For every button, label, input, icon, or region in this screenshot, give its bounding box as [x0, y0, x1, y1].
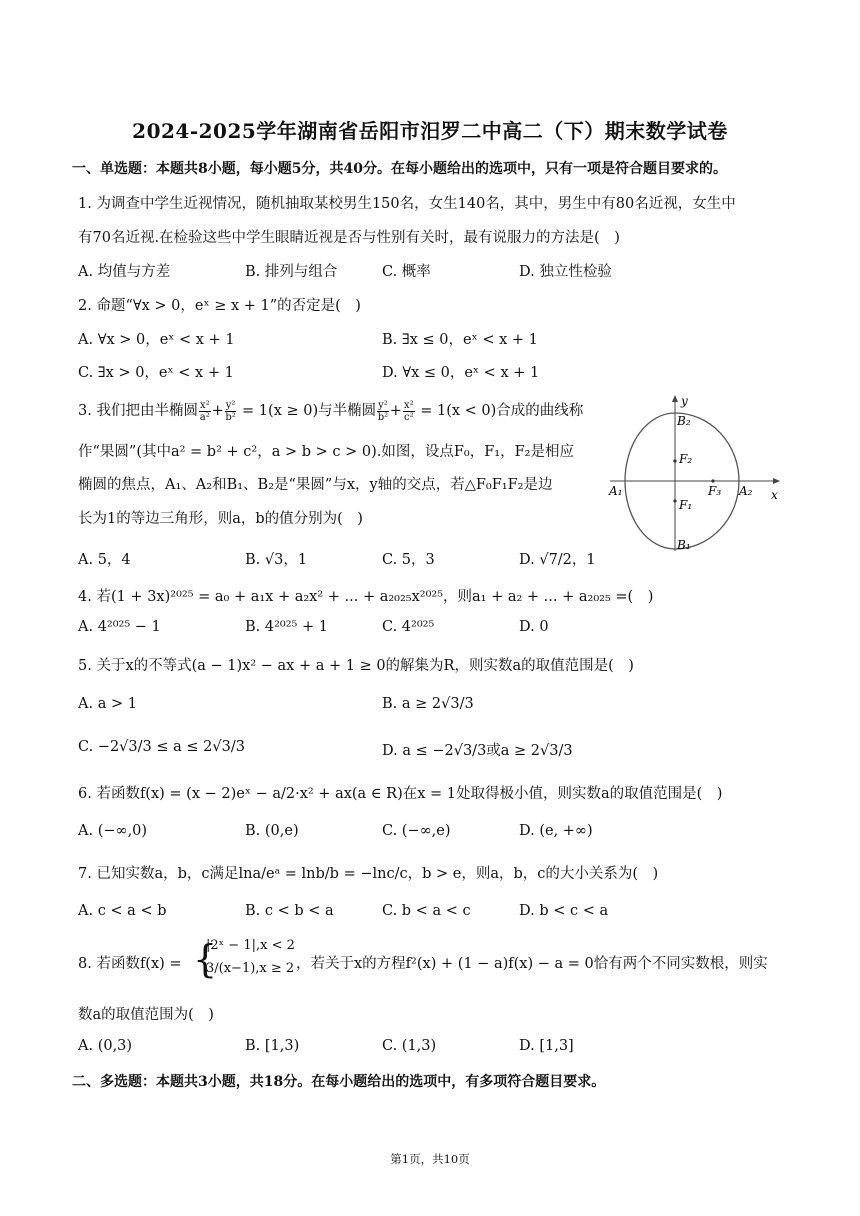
q3-stem-line1: 3. 我们把由半椭圆 $\frac{\text{x²}}{\text{a²}}$ + $\frac{\text{y²}}{\text{b²}}$ = 1(x ≥ 0)与半椭圆 $\frac{\text{y²}}{\text{b²}}$ + $\frac{\text{x²}}{\text{c²}}$ = 1(x < 0)合成的曲线称	[78, 399, 584, 423]
q2-option-d: D. ∀x ≤ 0，eˣ < x + 1	[382, 365, 540, 381]
q6-stem: 6. 若函数f(x) = (x − 2)eˣ − a/2·x² + ax(a ∈ R)在x = 1处取得极小值，则实数a的取值范围是( )	[78, 786, 723, 802]
q1-stem-line1: 1. 为调查中学生近视情况，随机抽取某校男生150名，女生140名，其中，男生中有80名近视，女生中	[78, 196, 736, 212]
q5-option-a: A. a > 1	[78, 696, 137, 712]
q8-stem-b: ，若关于x的方程f²(x) + (1 − a)f(x) − a = 0恰有两个不同实数根，则实	[296, 956, 768, 972]
q3-text-c: = 1(x < 0)合成的曲线称	[415, 403, 584, 419]
fig-label-a2: A₂	[739, 484, 753, 498]
q5-option-d: D. a ≤ −2√3/3或a ≥ 2√3/3	[382, 743, 573, 759]
q1-option-b: B. 排列与组合	[245, 264, 338, 280]
page-footer: 第1页，共10页	[390, 1152, 470, 1166]
q4-option-b: B. 4²⁰²⁵ + 1	[245, 619, 328, 635]
q3-option-a: A. 5，4	[78, 552, 131, 568]
q8-case-1: |2ˣ − 1|,x < 2	[206, 938, 295, 953]
fig-label-f3: F₃	[708, 484, 722, 498]
fig-label-f1: F₁	[679, 498, 693, 512]
q5-option-c: C. −2√3/3 ≤ a ≤ 2√3/3	[78, 739, 245, 755]
q4-option-c: C. 4²⁰²⁵	[382, 619, 435, 635]
fraction: $\frac{\text{x²}}{\text{c²}}$	[403, 399, 414, 423]
section-1-heading: 一、单选题：本题共8小题，每小题5分，共40分。在每小题给出的选项中，只有一项是符合题目要求的。	[72, 161, 727, 177]
q5-option-b: B. a ≥ 2√3/3	[382, 696, 474, 712]
q7-option-d: D. b < c < a	[519, 903, 609, 919]
q3-stem-line3: 椭圆的焦点，A₁、A₂和B₁、B₂是“果圆”与x，y轴的交点，若△F₀F₁F₂是边	[78, 477, 553, 493]
fig-label-b2: B₂	[677, 414, 691, 428]
fraction: $\frac{\text{x²}}{\text{a²}}$	[199, 399, 210, 423]
fig-label-a1: A₁	[609, 484, 623, 498]
q6-option-b: B. (0,e)	[245, 823, 299, 839]
q3-option-c: C. 5，3	[382, 552, 435, 568]
fig-label-f2: F₂	[679, 452, 693, 466]
fig-label-x: x	[771, 488, 778, 502]
q3-text-a: 3. 我们把由半椭圆	[78, 403, 198, 419]
q7-option-c: C. b < a < c	[382, 903, 471, 919]
fruit-ellipse-figure	[605, 393, 783, 555]
q3-text-b: = 1(x ≥ 0)与半椭圆	[237, 403, 377, 419]
q3-option-b: B. √3，1	[245, 552, 308, 568]
q5-stem: 5. 关于x的不等式(a − 1)x² − ax + a + 1 ≥ 0的解集为R，则实数a的取值范围是( )	[78, 658, 634, 674]
q2-option-b: B. ∃x ≤ 0，eˣ < x + 1	[382, 332, 538, 348]
q2-option-c: C. ∃x > 0，eˣ < x + 1	[78, 365, 234, 381]
piecewise-brace: {	[193, 937, 218, 981]
q2-option-a: A. ∀x > 0，eˣ < x + 1	[78, 332, 235, 348]
q7-stem: 7. 已知实数a，b，c满足lna/eᵃ = lnb/b = −lnc/c，b > e，则a，b，c的大小关系为( )	[78, 866, 659, 882]
q8-case-2: 3/(x−1),x ≥ 2	[206, 961, 295, 976]
q6-option-d: D. (e, +∞)	[519, 823, 593, 839]
q7-option-b: B. c < b < a	[245, 903, 334, 919]
q4-stem: 4. 若(1 + 3x)²⁰²⁵ = a₀ + a₁x + a₂x² + ... + a₂₀₂₅x²⁰²⁵，则a₁ + a₂ + ... + a₂₀₂₅ =( )	[78, 589, 654, 605]
q2-stem: 2. 命题“∀x > 0，eˣ ≥ x + 1”的否定是( )	[78, 298, 361, 314]
q8-option-a: A. (0,3)	[78, 1038, 133, 1054]
q1-stem-line2: 有70名近视.在检验这些中学生眼睛近视是否与性别有关时，最有说服力的方法是( )	[78, 230, 620, 246]
q6-option-c: C. (−∞,e)	[382, 823, 451, 839]
page-title: 2024-2025学年湖南省岳阳市汨罗二中高二（下）期末数学试卷	[132, 119, 728, 143]
q1-option-c: C. 概率	[382, 264, 431, 280]
q6-option-a: A. (−∞,0)	[78, 823, 148, 839]
q8-option-c: C. (1,3)	[382, 1038, 437, 1054]
q1-option-a: A. 均值与方差	[78, 264, 171, 280]
fraction: $\frac{\text{y²}}{\text{b²}}$	[377, 399, 389, 423]
fig-label-b1: B₁	[677, 538, 691, 552]
q3-stem-line2: 作“果圆”(其中a² = b² + c²，a > b > c > 0).如图，设点F₀，F₁，F₂是相应	[78, 444, 574, 460]
q8-stem-a: 8. 若函数f(x) =	[78, 956, 182, 972]
section-2-heading: 二、多选题：本题共3小题，共18分。在每小题给出的选项中，有多项符合题目要求。	[72, 1074, 606, 1090]
q1-option-d: D. 独立性检验	[519, 264, 612, 280]
q8-option-b: B. [1,3)	[245, 1038, 300, 1054]
q3-option-d: D. √7/2，1	[519, 552, 596, 568]
fraction: $\frac{\text{y²}}{\text{b²}}$	[225, 399, 236, 423]
q8-stem-c: 数a的取值范围为( )	[78, 1007, 214, 1023]
q4-option-d: D. 0	[519, 619, 549, 635]
q8-option-d: D. [1,3]	[519, 1038, 574, 1054]
q7-option-a: A. c < a < b	[78, 903, 167, 919]
q4-option-a: A. 4²⁰²⁵ − 1	[78, 619, 161, 635]
q3-stem-line4: 长为1的等边三角形，则a，b的值分别为( )	[78, 511, 363, 527]
fig-label-y: y	[681, 394, 688, 408]
